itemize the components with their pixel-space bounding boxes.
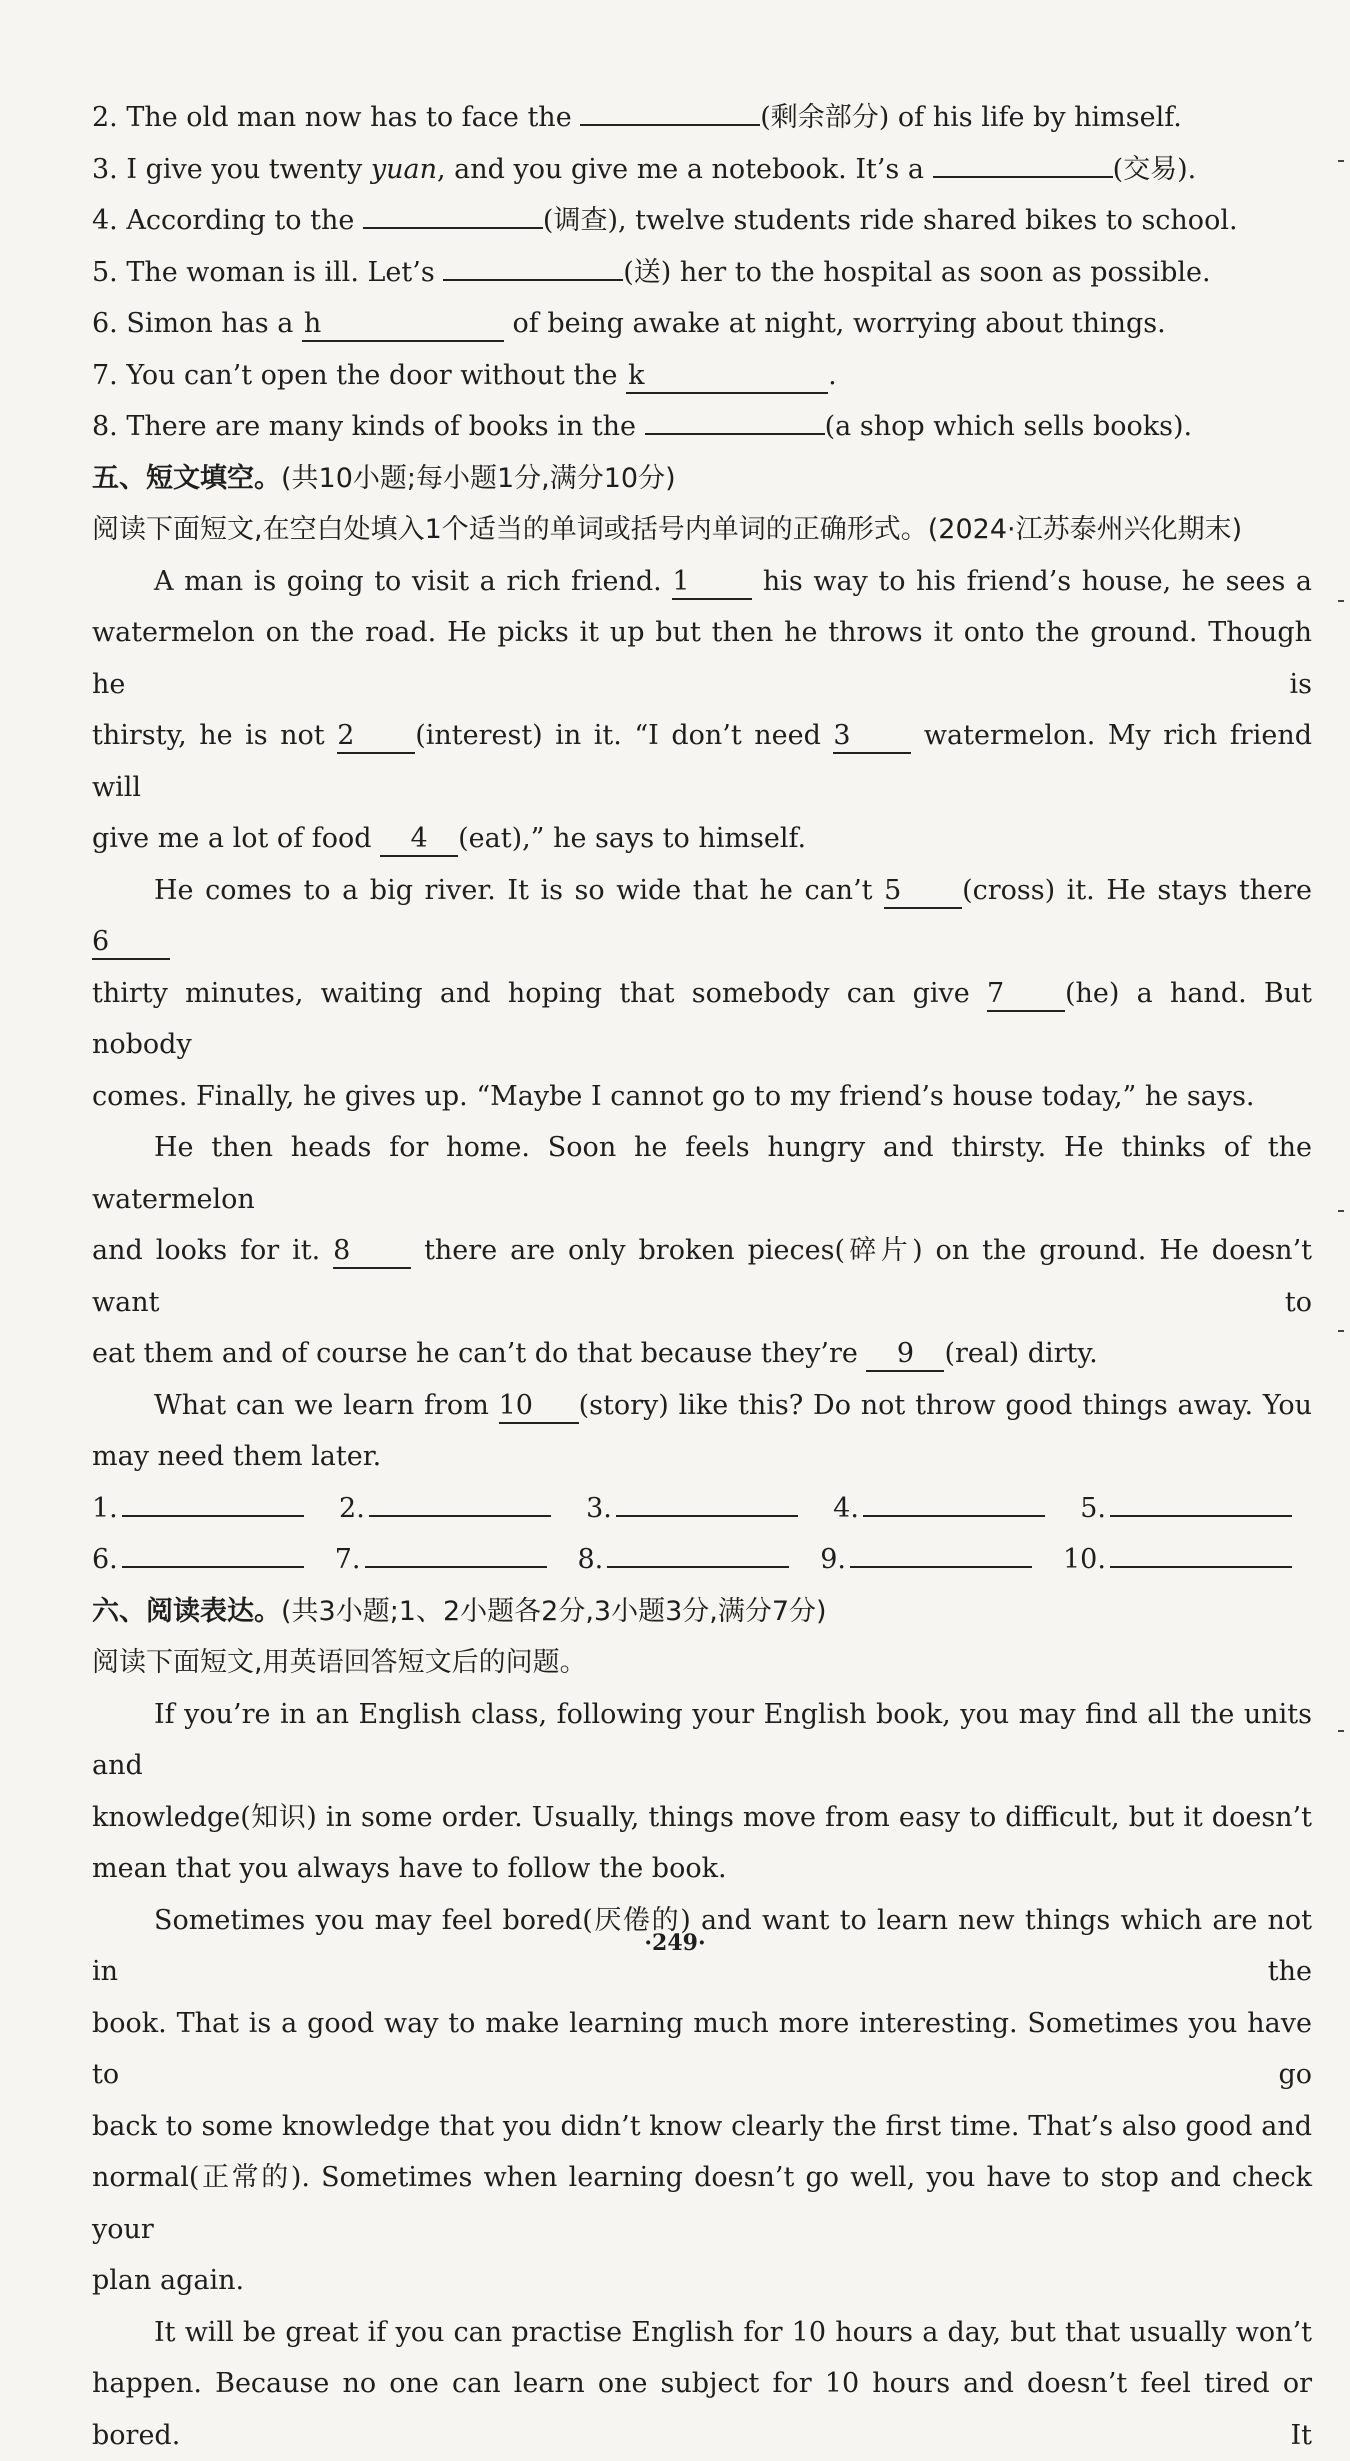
cloze-line: watermelon on the road. He picks it up but then he throws it onto the ground. Though he is — [92, 607, 1312, 710]
cloze-blank-4[interactable]: 4 — [380, 823, 458, 857]
cloze-line: may need them later. — [92, 1431, 1312, 1483]
edge-mark — [1338, 160, 1344, 162]
cloze-blank-9[interactable]: 9 — [866, 1338, 944, 1372]
cloze-blank-10[interactable]: 10 — [499, 1390, 579, 1424]
edge-mark — [1338, 1210, 1344, 1212]
passage-line: Sometimes you may feel bored(厌倦的) and want to learn new things which are not in the — [92, 1895, 1312, 1998]
answer-slot: 5. — [1080, 1483, 1292, 1535]
answer-slot: 3. — [586, 1483, 798, 1535]
vocab-item-8: 8. There are many kinds of books in the (a shop which sells books). — [92, 401, 1312, 453]
answer-slot: 10. — [1063, 1534, 1292, 1586]
cloze-blank-6[interactable]: 6 — [92, 926, 170, 960]
cloze-line: and looks for it. 8 there are only broken pieces(碎片) on the ground. He doesn’t want to — [92, 1225, 1312, 1328]
vocab-item-2: 2. The old man now has to face the (剩余部分) of his life by himself. — [92, 92, 1312, 144]
passage-line: mean that you always have to follow the book. — [92, 1843, 1312, 1895]
page-number: ·249· — [0, 1930, 1350, 1956]
section-6-heading: 六、阅读表达。(共3小题;1、2小题各2分,3小题3分,满分7分) — [92, 1586, 1312, 1638]
answer-blank[interactable] — [607, 1534, 789, 1568]
answer-blank[interactable] — [580, 92, 760, 126]
edge-mark — [1338, 600, 1344, 602]
cloze-blank-7[interactable]: 7 — [987, 978, 1065, 1012]
section-5-heading: 五、短文填空。(共10小题;每小题1分,满分10分) — [92, 453, 1312, 505]
cloze-line: He then heads for home. Soon he feels hungry and thirsty. He thinks of the watermelon — [92, 1122, 1312, 1225]
worksheet-page — [92, 92, 1312, 2461]
cloze-blank-3[interactable]: 3 — [833, 720, 911, 754]
answer-row-1 — [92, 1483, 1292, 1535]
answer-blank[interactable]: k — [626, 360, 828, 394]
cloze-blank-1[interactable]: 1 — [672, 566, 752, 600]
cloze-line: He comes to a big river. It is so wide that he can’t 5 (cross) it. He stays there 6 — [92, 865, 1312, 968]
answer-slot: 1. — [92, 1483, 304, 1535]
cloze-blank-5[interactable]: 5 — [884, 875, 962, 909]
answer-blank[interactable] — [863, 1483, 1045, 1517]
vocab-item-7: 7. You can’t open the door without the k . — [92, 350, 1312, 402]
cloze-line: thirsty, he is not 2 (interest) in it. “I don’t need 3 watermelon. My rich friend will — [92, 710, 1312, 813]
cloze-line: give me a lot of food 4 (eat),” he says to himself. — [92, 813, 1312, 865]
vocab-item-3: 3. I give you twenty yuan, and you give me a notebook. It’s a (交易). — [92, 144, 1312, 196]
answer-slot: 6. — [92, 1534, 304, 1586]
passage-line: normal(正常的). Sometimes when learning doesn’t go well, you have to stop and check your — [92, 2152, 1312, 2255]
passage-line: plan again. — [92, 2255, 1312, 2307]
answer-blank[interactable] — [122, 1483, 304, 1517]
answer-blank[interactable] — [616, 1483, 798, 1517]
passage-line: happen. Because no one can learn one subject for 10 hours and doesn’t feel tired or bored. It — [92, 2358, 1312, 2461]
answer-blank[interactable] — [365, 1534, 547, 1568]
passage-line: book. That is a good way to make learning much more interesting. Sometimes you have to go — [92, 1998, 1312, 2101]
cloze-line: A man is going to visit a rich friend. 1 his way to his friend’s house, he sees a — [92, 556, 1312, 608]
answer-slot: 9. — [820, 1534, 1032, 1586]
answer-blank[interactable] — [443, 247, 623, 281]
cloze-line: eat them and of course he can’t do that because they’re 9 (real) dirty. — [92, 1328, 1312, 1380]
vocab-item-4: 4. According to the (调查), twelve students ride shared bikes to school. — [92, 195, 1312, 247]
cloze-blank-8[interactable]: 8 — [333, 1235, 411, 1269]
answer-blank[interactable] — [645, 401, 825, 435]
section-5-instruction: 阅读下面短文,在空白处填入1个适当的单词或括号内单词的正确形式。(2024·江苏泰州兴化期末) — [92, 504, 1317, 556]
vocab-list — [92, 92, 1312, 453]
answer-blank[interactable] — [1110, 1534, 1292, 1568]
passage-line: If you’re in an English class, following your English book, you may find all the units and — [92, 1689, 1312, 1792]
vocab-item-6: 6. Simon has a h of being awake at night, worrying about things. — [92, 298, 1312, 350]
edge-mark — [1338, 1330, 1344, 1332]
cloze-line: What can we learn from 10 (story) like this? Do not throw good things away. You — [92, 1380, 1312, 1432]
section-6-instruction: 阅读下面短文,用英语回答短文后的问题。 — [92, 1637, 1312, 1689]
answer-blank[interactable] — [1110, 1483, 1292, 1517]
cloze-line: comes. Finally, he gives up. “Maybe I cannot go to my friend’s house today,” he says. — [92, 1071, 1312, 1123]
answer-slot: 7. — [335, 1534, 547, 1586]
vocab-item-5: 5. The woman is ill. Let’s (送) her to the hospital as soon as possible. — [92, 247, 1312, 299]
edge-mark — [1338, 1730, 1344, 1732]
answer-row-2 — [92, 1534, 1292, 1586]
answer-blank[interactable] — [363, 195, 543, 229]
cloze-blank-2[interactable]: 2 — [337, 720, 415, 754]
reading-passage — [92, 1689, 1312, 2461]
answer-blank[interactable]: h — [302, 308, 504, 342]
passage-line: knowledge(知识) in some order. Usually, things move from easy to difficult, but it doesn’t — [92, 1792, 1312, 1844]
answer-blank[interactable] — [122, 1534, 304, 1568]
answer-blank[interactable] — [933, 144, 1113, 178]
answer-slot: 8. — [578, 1534, 790, 1586]
answer-blank[interactable] — [369, 1483, 551, 1517]
passage-line: back to some knowledge that you didn’t know clearly the first time. That’s also good and — [92, 2101, 1312, 2153]
passage-line: It will be great if you can practise English for 10 hours a day, but that usually won’t — [92, 2307, 1312, 2359]
answer-blank[interactable] — [850, 1534, 1032, 1568]
answer-slot: 2. — [339, 1483, 551, 1535]
cloze-line: thirty minutes, waiting and hoping that somebody can give 7 (he) a hand. But nobody — [92, 968, 1312, 1071]
cloze-passage — [92, 556, 1312, 1483]
answer-slot: 4. — [833, 1483, 1045, 1535]
